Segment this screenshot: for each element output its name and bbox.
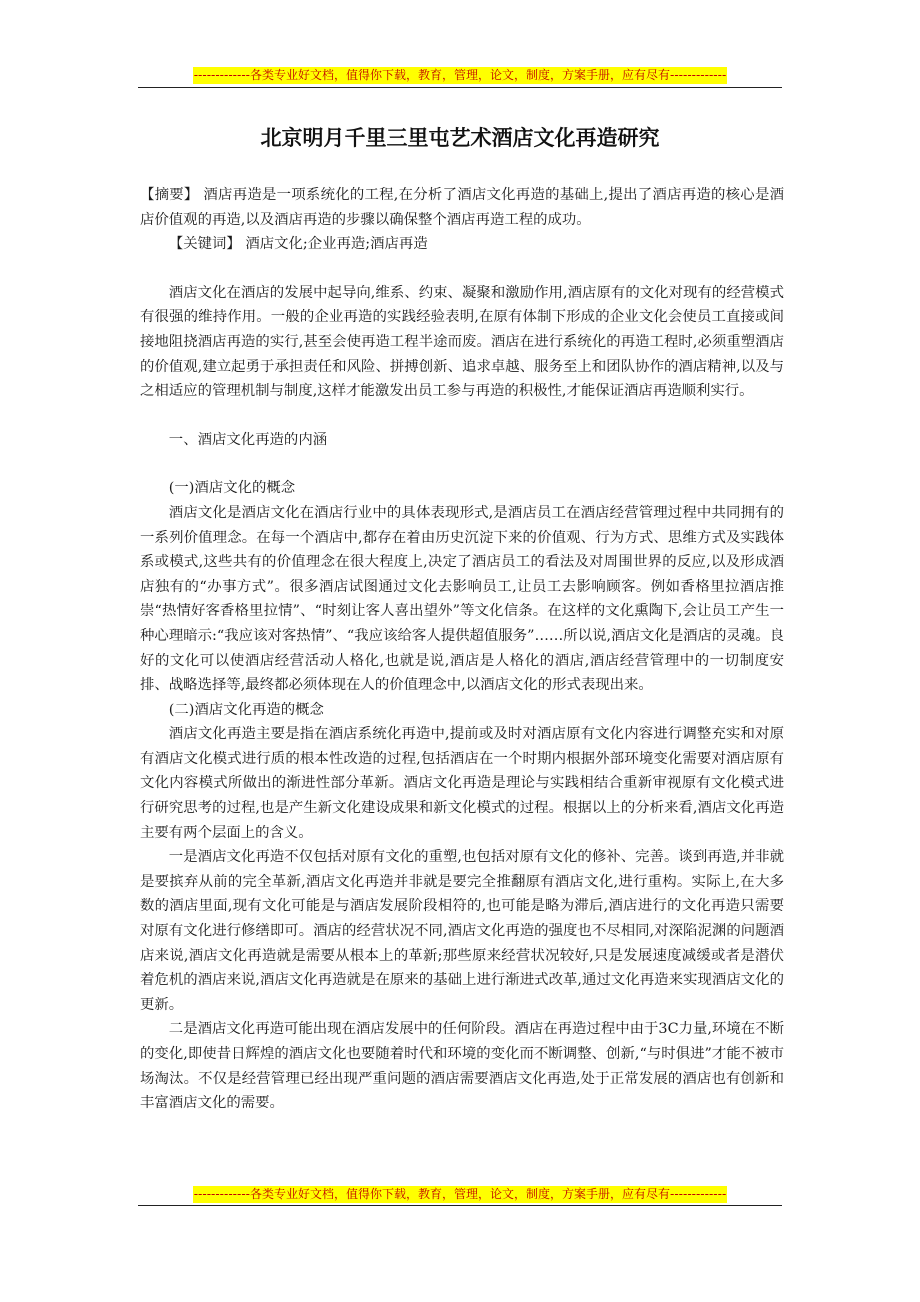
subsection-heading: (二)酒店文化再造的概念 [168, 701, 324, 718]
subsection-heading: (一)酒店文化的概念 [168, 480, 296, 497]
footer-rule [138, 1205, 782, 1206]
keywords: 【关键词】 酒店文化;企业再造;酒店再造 [168, 236, 428, 253]
header-banner [0, 64, 920, 84]
intro-paragraph: 酒店文化在酒店的发展中起导向,维系、约束、凝聚和激励作用,酒店原有的文化对现有的经营模式有很强的维持作用。一般的企业再造的实践经验表明,在原有体制下形成的企业文化会使员工直接或间接地阻挠酒店再造的实行,甚至会使再造工程半途而废。酒店在进行系统化的再造工程时,必须重塑酒店的价值观,建立起勇于承担责任和风险、拼搏创新、追求卓越、服务至上和团队协作的酒店精神,以及与之相适应的管理机制与制度,这样才能激发出员工参与再造的积极性,才能保证酒店再造顺利实行。 [140, 284, 784, 400]
document-body [140, 183, 784, 1116]
footer-banner [0, 1183, 920, 1203]
header-banner-text: -------------各类专业好文档，值得你下载，教育，管理，论文，制度，方案手册，应有尽有------------- [193, 68, 727, 82]
body-paragraph: 酒店文化是酒店文化在酒店行业中的具体表现形式,是酒店员工在酒店经营管理过程中共同拥有的一系列价值理念。在每一个酒店中,都存在着由历史沉淀下来的价值观、行为方式、思维方式及实践体系或模式,这些共有的价值理念在很大程度上,决定了酒店员工的看法及对周围世界的反应,以及形成酒店独有的“办事方式”。很多酒店试图通过文化去影响员工,让员工去影响顾客。例如香格里拉酒店推崇“热情好客香格里拉情”、“时刻让客人喜出望外”等文化信条。在这样的文化熏陶下,会让员工产生一种心理暗示:“我应该对客热情”、“我应该给客人提供超值服务”……所以说,酒店文化是酒店的灵魂。良好的文化可以使酒店经营活动人格化,也就是说,酒店是人格化的酒店,酒店经营管理中的一切制度安排、战略选择等,最终都必须体现在人的价值理念中,以酒店文化的形式表现出来。 [140, 504, 784, 694]
document-title: 北京明月千里三里屯艺术酒店文化再造研究 [260, 126, 660, 150]
section-heading: 一、酒店文化再造的内涵 [168, 431, 328, 448]
abstract: 【摘要】 酒店再造是一项系统化的工程,在分析了酒店文化再造的基础上,提出了酒店再造的核心是酒店价值观的再造,以及酒店再造的步骤以确保整个酒店再造工程的成功。 [140, 187, 784, 228]
header-rule [138, 87, 782, 88]
footer-banner-text: -------------各类专业好文档，值得你下载，教育，管理，论文，制度，方案手册，应有尽有------------- [193, 1187, 727, 1201]
body-paragraph: 二是酒店文化再造可能出现在酒店发展中的任何阶段。酒店在再造过程中由于3C力量,环境在不断的变化,即使昔日辉煌的酒店文化也要随着时代和环境的变化而不断调整、创新,“与时俱进”才能不被市场淘汰。不仅是经营管理已经出现严重问题的酒店需要酒店文化再造,处于正常发展的酒店也有创新和丰富酒店文化的需要。 [140, 1021, 784, 1112]
body-paragraph: 酒店文化再造主要是指在酒店系统化再造中,提前或及时对酒店原有文化内容进行调整充实和对原有酒店文化模式进行质的根本性改造的过程,包括酒店在一个时期内根据外部环境变化需要对酒店原有文化内容模式所做出的渐进性部分革新。酒店文化再造是理论与实践相结合重新审视原有文化模式进行研究思考的过程,也是产生新文化建设成果和新文化模式的过程。根据以上的分析来看,酒店文化再造主要有两个层面上的含义。 [140, 726, 784, 841]
body-paragraph: 一是酒店文化再造不仅包括对原有文化的重塑,也包括对原有文化的修补、完善。谈到再造,并非就是要摈弃从前的完全革新,酒店文化再造并非就是要完全推翻原有酒店文化,进行重构。实际上,在大多数的酒店里面,现有文化可能是与酒店发展阶段相符的,也可能是略为滞后,酒店进行的文化再造只需要对原有文化进行修缮即可。酒店的经营状况不同,酒店文化再造的强度也不尽相同,对深陷泥渊的问题酒店来说,酒店文化再造就是需要从根本上的革新;那些原来经营状况较好,只是发展速度减缓或者是潜伏着危机的酒店来说,酒店文化再造就是在原来的基础上进行渐进式改革,通过文化再造来实现酒店文化的更新。 [140, 849, 784, 1013]
